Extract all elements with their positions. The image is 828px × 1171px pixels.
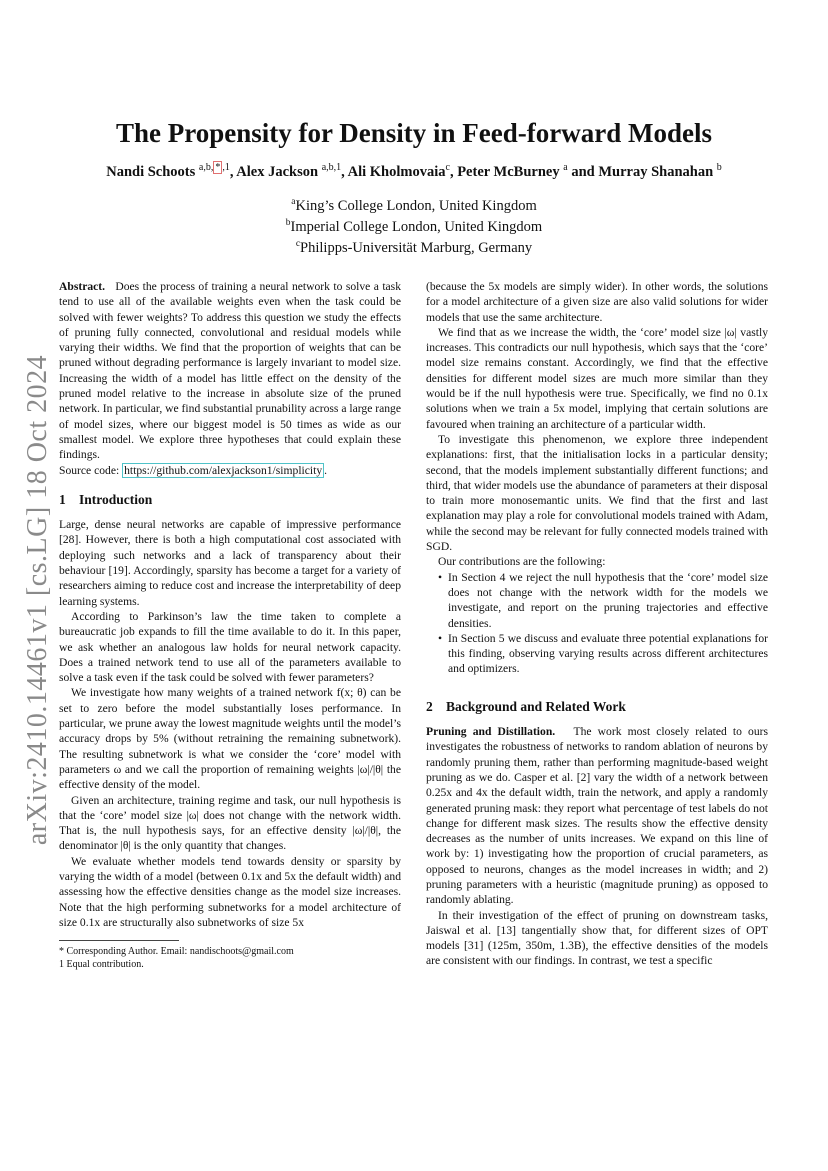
list-item: • In Section 5 we discuss and evaluate three potential explanations for this finding, observing varying results across different architectures and optimizers. — [438, 631, 768, 677]
affiliation: $^c$Philipps-Universität Marburg, Germany — [295, 238, 533, 256]
abstract: Abstract. Does the process of training a neural network to solve a task tend to use all of the available weights even when the task could be solved with fewer weights? To address this question we study the effects of pruning fully connected, convolutional and residual models while varying their widths. We find that the proportion of weights that can be pruned without degrading performance is largely invariant to model size. Increasing the width of a model has little effect on the density of the pruned model relative to the increase in absolute size of the pruned network. In particular, we find substantial prunability across a large range of model sizes, where our biggest model is 50 times as wide as our smallest model. We explore three hypotheses that could explain these findings. — [59, 280, 401, 462]
author-name: Peter McBurney — [457, 163, 560, 180]
author-name: Murray Shanahan — [598, 163, 714, 180]
footnote-equal: 1 Equal contribution. — [59, 959, 144, 970]
list-item: • In Section 4 we reject the null hypothesis that the ‘core’ model size does not change with the network width for the models we investigate, and report on the pruning trajectories and effective densities. — [438, 570, 768, 631]
section-heading-introduction: 1 Introduction — [59, 491, 153, 507]
abstract-label: Abstract. — [59, 280, 106, 293]
author-list: Nandi Schoots $^{a,b, * ,1}$, Alex Jackson $^{a,b,1}$, Ali Kholmovaia$^c$, Peter McBurney $^a$ and Murray Shanahan $^b$ — [106, 162, 722, 180]
paragraph-lead: Pruning and Distillation. — [426, 725, 556, 739]
corresponding-mark[interactable]: * — [215, 162, 221, 173]
intro-paragraph: According to Parkinson’s law the time taken to complete a bureaucratic job expands to fill the time available to do it. In this paper, we ask whether an analogous law holds for neural network capacity. Does a trained network tend to use all of the parameters available to solve a task even if the task could be solved with fewer parameters? — [59, 609, 401, 685]
body-paragraph: We find that as we increase the width, the ‘core’ model size |ω| vastly increases. This contradicts our null hypothesis, which says that the ‘core’ model size remains constant. Accordingly, we find that the effective densities for different model sizes are much more similar than they would be if the null hypothesis were true. Specifically, we find no 0.1x solutions when we train a 5x model, implying that certain solutions are favoured when training an architecture of a particular width. — [426, 325, 768, 431]
paper-title: The Propensity for Density in Feed-forward Models — [116, 118, 712, 148]
intro-paragraph: We evaluate whether models tend towards density or sparsity by varying the width of a model (between 0.1x and 5x the default width) and assessing how the effective densities change as the model size increases. Note that the high performing subnetworks for a model architecture of size 0.1x are structurally also subnetworks of size 5x — [59, 854, 401, 929]
footnotes — [59, 940, 401, 971]
left-column — [59, 279, 401, 930]
arxiv-sidebar — [18, 300, 58, 900]
affiliation: $^a$King’s College London, United Kingdom — [291, 197, 537, 214]
body-paragraph: To investigate this phenomenon, we explore three independent explanations: first, that the initialisation locks in a particular density; second, that the models implement substantially different functions; and third, that wider models use the abundance of parameters at their disposal to train more monosemantic units. We find that the first and last explanation may play a role for convolutional models trained with Adam, while the second may be relevant for fully connected models trained with SGD. — [426, 432, 768, 554]
intro-paragraph: Large, dense neural networks are capable of impressive performance [28]. However, there is both a high computational cost associated with deploying such networks and a lack of transparency about their behaviour [19]. Accordingly, sparsity has become a target for a variety of researchers aiming to reduce cost and increase the interpretability of deep learning systems. — [59, 518, 401, 608]
author-name: Nandi Schoots — [106, 163, 196, 180]
background-paragraph: In their investigation of the effect of pruning on downstream tasks, Jaiswal et al. [13] tangentially show that, for different sizes of OPT models [31] (125m, 350m, 1.3B), the effective densities of the models are consistent with our findings. In contrast, we test a specific — [426, 908, 768, 968]
contributions-list — [426, 570, 768, 677]
arxiv-id: arXiv:2410.14461v1 [cs.LG] 18 Oct 2024 — [22, 354, 53, 846]
contributions-lead: Our contributions are the following: — [438, 555, 606, 569]
background-paragraph: Pruning and Distillation. The work most closely related to ours investigates the robustness of networks to random ablation of neurons by randomly pruning them, rather than performing magnitude-based weight pruning as we do. Casper et al. [2] vary the width of a network between 0.25x and 4x the default width, train the network, and apply a randomly generated pruning mask: they report what percentage of test labels do not change for different mask sizes. The results show the effective density decreases as the number of units increases. We expand on this line of work by: 1) investigating how the proportion of crucial parameters, as opposed to neurons, changes as the model increases in width; and 2) pruning parameters with a heuristic (magnitude pruning) as opposed to randomly ablating. — [426, 725, 768, 907]
affiliation: $^b$Imperial College London, United Kingdom — [285, 217, 543, 235]
right-column — [426, 279, 768, 969]
author-name: Alex Jackson — [236, 163, 319, 180]
source-code-line: Source code: https://github.com/alexjackson1/simplicity . — [59, 463, 328, 477]
intro-paragraph: We investigate how many weights of a trained network f(x; θ) can be set to zero before the model substantially loses performance. In particular, we prune away the lowest magnitude weights until the model’s accuracy drops by 5% (without retraining the remaining subnetwork). The resulting subnetwork is what we consider the ‘core’ model with parameters ω and we call the proportion of remaining weights |ω|/|θ| the effective density of the model. — [59, 686, 401, 792]
source-code-link[interactable]: https://github.com/alexjackson1/simplicity — [124, 463, 323, 477]
author-name: Ali Kholmovaia — [347, 163, 446, 180]
affiliations — [60, 194, 768, 256]
body-paragraph: (because the 5x models are simply wider). In other words, the solutions for a model architecture of a given size are also valid solutions for wider models that use the same architecture. — [426, 280, 768, 324]
intro-paragraph: Given an architecture, training regime and task, our null hypothesis is that the ‘core’ model size |ω| does not change with the network width. That is, the null hypothesis says, for an effective density |ω|/|θ|, the denominator |θ| is the only quantity that changes. — [59, 793, 401, 853]
section-heading-background: 2 Background and Related Work — [426, 698, 626, 714]
footnote-corresponding: * Corresponding Author. Email: nandischoots@gmail.com — [59, 946, 294, 957]
footnote-rule — [59, 940, 179, 941]
